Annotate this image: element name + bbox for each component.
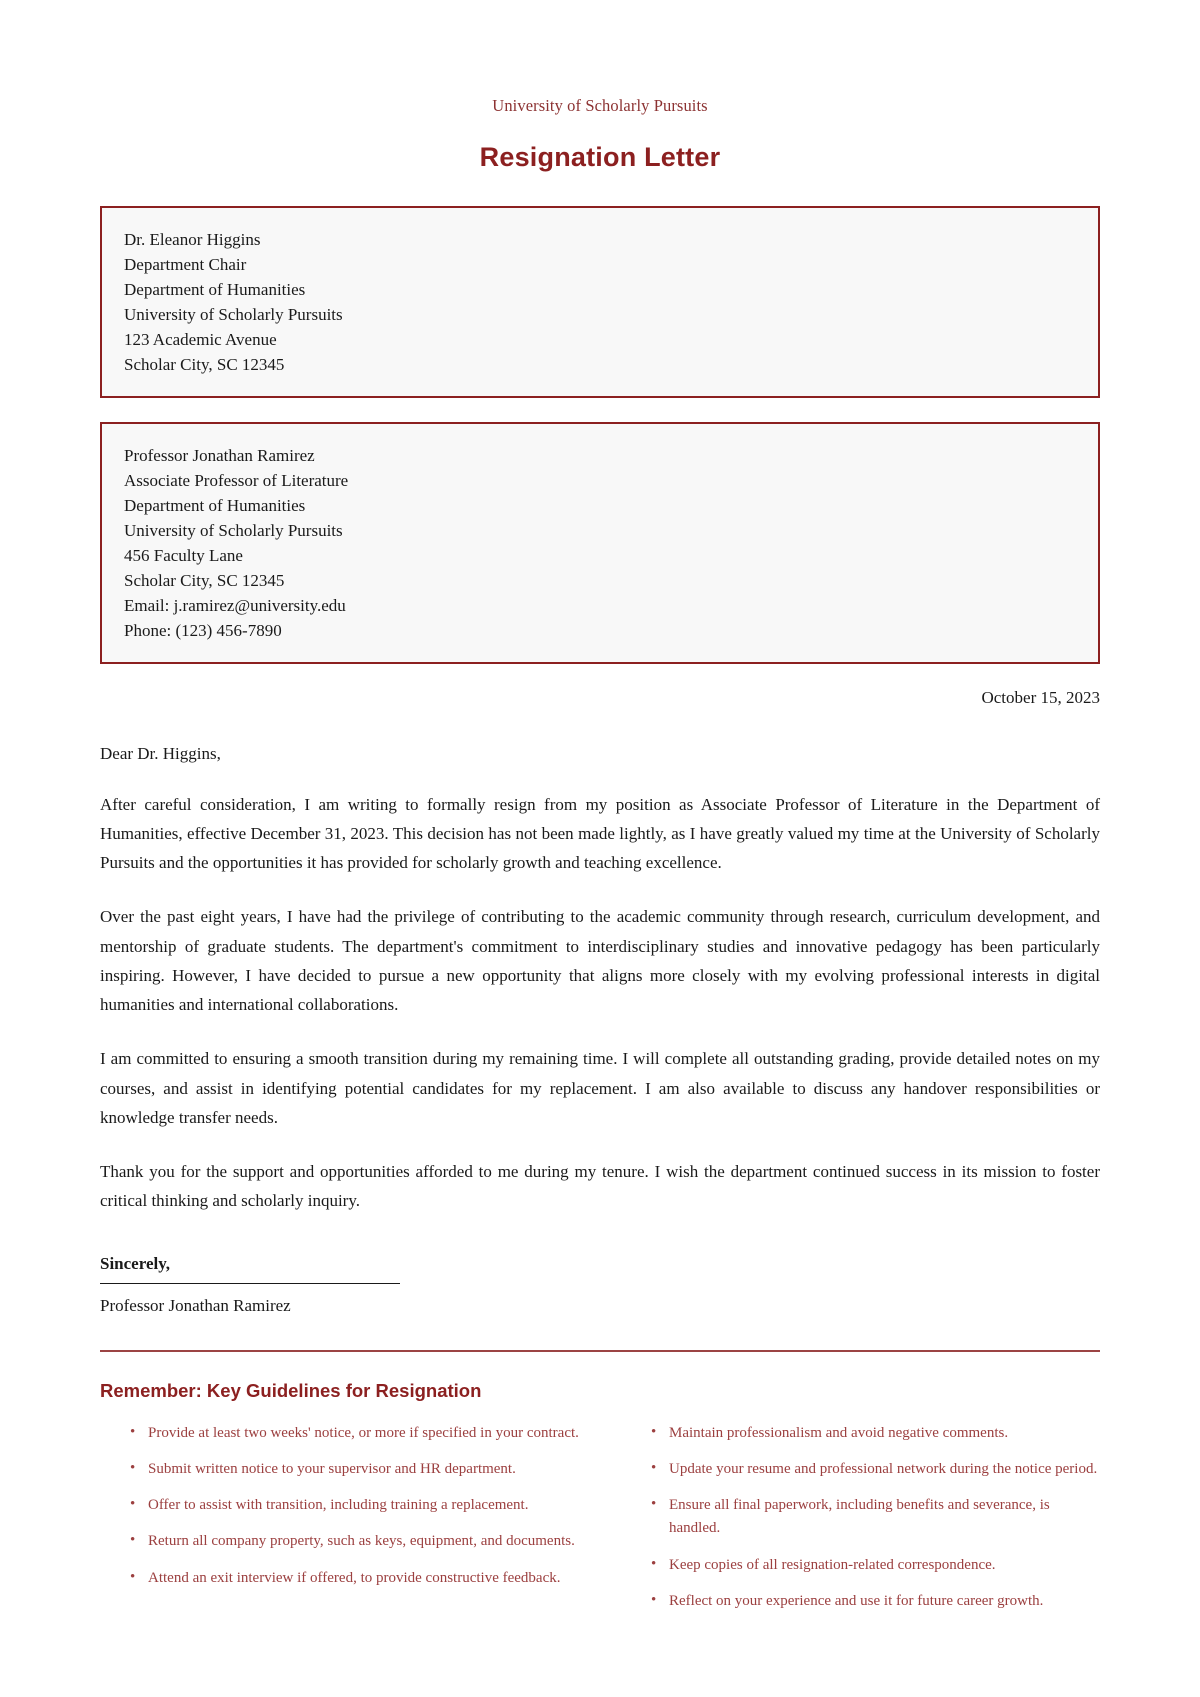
sender-address-block [100,422,1100,664]
guideline-list-right [621,1422,1100,1614]
list-item: • Provide at least two weeks' notice, or more if specified in your contract. [130,1422,579,1445]
organization-name: University of Scholarly Pursuits [492,96,708,115]
signature-block [100,1254,1100,1316]
sender-phone: Phone: (123) 456-7890 [124,620,282,640]
sender-line: 456 Faculty Lane [124,545,243,565]
guidelines-title: Remember: Key Guidelines for Resignation [100,1379,482,1401]
body-paragraph: Thank you for the support and opportunities afforded to me during my tenure. I wish the department continued success in its mission to foster critical thinking and scholarly inquiry. [100,1162,1100,1211]
guidelines-right-column [621,1422,1100,1627]
sender-line: University of Scholarly Pursuits [124,520,343,540]
body-paragraph: After careful consideration, I am writing to formally resign from my position as Associate Professor of Literature in the Department of Humanities, effective December 31, 2023. This decision has not been made lightly, as I have greatly valued my time at the University of Scholarly Pursuits and the opportunities it has provided for scholarly growth and teaching excellence. [100,794,1100,873]
recipient-line: Dr. Eleanor Higgins [124,230,261,249]
recipient-line: 123 Academic Avenue [124,329,277,349]
recipient-address-block [100,206,1100,398]
sender-email: Email: j.ramirez@university.edu [124,595,346,615]
list-item: • Ensure all final paperwork, including benefits and severance, is handled. [651,1494,1100,1541]
salutation: Dear Dr. Higgins, [100,743,221,763]
list-item: • Attend an exit interview if offered, to provide constructive feedback. [130,1567,579,1590]
list-item: • Keep copies of all resignation-related correspondence. [651,1554,1100,1577]
guidelines-left-column [100,1422,579,1627]
page-title: Resignation Letter [479,142,721,172]
guidelines-columns [100,1422,1100,1627]
list-item: • Offer to assist with transition, including training a replacement. [130,1494,579,1517]
closing-salutation: Sincerely, [100,1253,171,1273]
body-paragraph: Over the past eight years, I have had the privilege of contributing to the academic community through research, curriculum development, and mentorship of graduate students. The department's commitment to interdisciplinary studies and innovative pedagogy has been particularly inspiring. However, I have decided to pursue a new opportunity that aligns more closely with my evolving professional interests in digital humanities and international collaborations. [100,907,1100,1015]
list-item: • Submit written notice to your supervisor and HR department. [130,1458,579,1481]
recipient-line: Department of Humanities [124,279,306,299]
signature-line [100,1283,400,1284]
list-item: • Reflect on your experience and use it for future career growth. [651,1590,1100,1613]
sender-line: Department of Humanities [124,495,306,515]
sender-line: Scholar City, SC 12345 [124,570,285,590]
signer-name: Professor Jonathan Ramirez [100,1295,291,1315]
letter-date: October 15, 2023 [981,687,1100,707]
recipient-line: Department Chair [124,254,247,274]
recipient-line: Scholar City, SC 12345 [124,354,285,374]
sender-line: Associate Professor of Literature [124,470,349,490]
guideline-list-left [100,1422,579,1590]
sender-line: Professor Jonathan Ramirez [124,445,315,465]
list-item: • Return all company property, such as keys, equipment, and documents. [130,1530,579,1553]
body-paragraph: I am committed to ensuring a smooth transition during my remaining time. I will complete all outstanding grading, provide detailed notes on my courses, and assist in identifying potential candidates for my replacement. I am also available to discuss any handover responsibilities or knowledge transfer needs. [100,1049,1100,1127]
list-item: • Maintain professionalism and avoid negative comments. [651,1422,1100,1445]
guidelines-section [100,1350,1100,1627]
recipient-line: University of Scholarly Pursuits [124,304,343,324]
list-item: • Update your resume and professional network during the notice period. [651,1458,1100,1481]
letterhead [100,96,1100,173]
